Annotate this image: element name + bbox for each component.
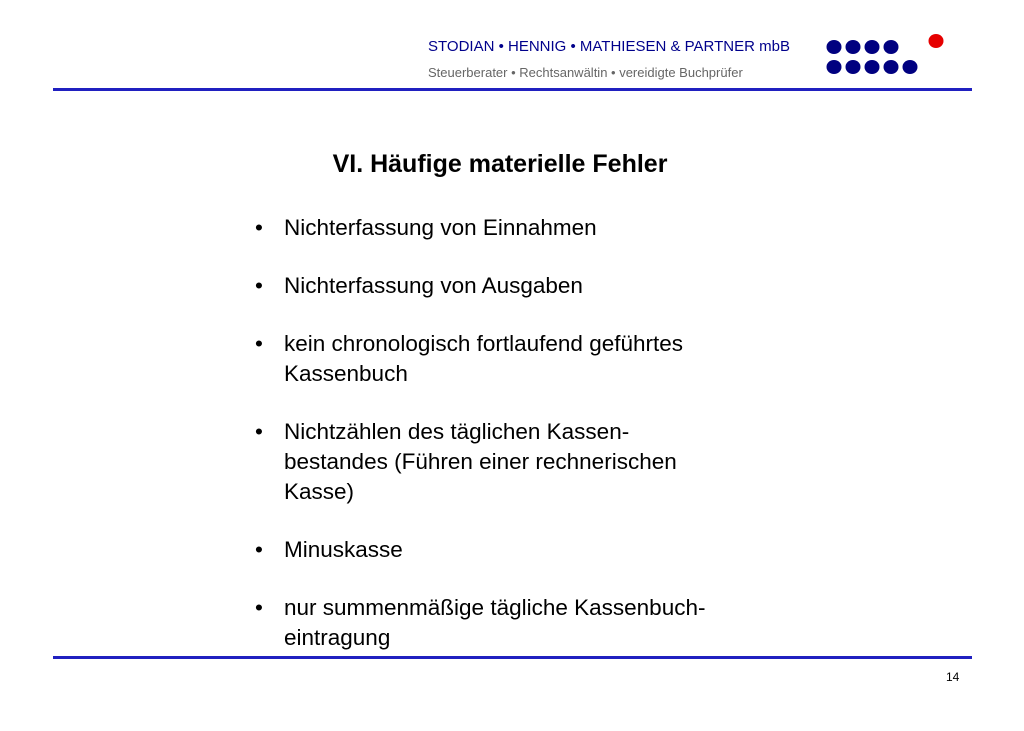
bullet-item bbox=[252, 271, 772, 301]
logo-dot bbox=[827, 60, 842, 74]
header-rule bbox=[53, 88, 972, 91]
bullet-text: nur summenmäßige tägliche Kassenbuch- bbox=[284, 595, 706, 620]
bullet-text: Kassenbuch bbox=[284, 361, 408, 386]
slide-title bbox=[0, 150, 1000, 179]
bullet-text: Minuskasse bbox=[284, 537, 403, 562]
bullet-marker: • bbox=[255, 595, 263, 620]
bullet-item bbox=[252, 213, 772, 243]
bullet-marker: • bbox=[255, 215, 263, 240]
bullet-marker: • bbox=[255, 419, 263, 444]
firm-logo bbox=[824, 32, 954, 80]
bullet-text: kein chronologisch fortlaufend geführtes bbox=[284, 331, 684, 356]
logo-accent-dot bbox=[929, 34, 944, 48]
bullet-text: eintragung bbox=[284, 625, 391, 650]
bullet-text: Kasse) bbox=[284, 479, 355, 504]
bullet-text: Nichterfassung von Einnahmen bbox=[284, 215, 597, 240]
bullet-marker: • bbox=[255, 537, 263, 562]
bullet-item bbox=[252, 593, 772, 653]
bullet-list bbox=[252, 213, 772, 681]
firm-tagline: Steuerberater • Rechtsanwältin • vereidigte Buchprüfer bbox=[428, 65, 743, 80]
footer-rule bbox=[53, 656, 972, 659]
bullet-marker: • bbox=[255, 273, 263, 298]
slide-title-text: VI. Häufige materielle Fehler bbox=[332, 150, 668, 178]
logo-dot bbox=[865, 60, 880, 74]
bullet-item bbox=[252, 329, 772, 389]
logo-dot bbox=[846, 60, 861, 74]
bullet-text: bestandes (Führen einer rechnerischen bbox=[284, 449, 677, 474]
firm-name: STODIAN • HENNIG • MATHIESEN & PARTNER mbB bbox=[428, 38, 790, 55]
logo-dot bbox=[884, 60, 899, 74]
logo-dot bbox=[903, 60, 918, 74]
logo-dot-grid bbox=[827, 40, 918, 74]
logo-dot bbox=[884, 40, 899, 54]
bullet-item bbox=[252, 535, 772, 565]
bullet-marker: • bbox=[255, 331, 263, 356]
bullet-item bbox=[252, 417, 772, 507]
page-number: 14 bbox=[946, 670, 960, 684]
logo-dot bbox=[827, 40, 842, 54]
logo-dot bbox=[865, 40, 880, 54]
bullet-text: Nichtzählen des täglichen Kassen- bbox=[284, 419, 630, 444]
bullet-text: Nichterfassung von Ausgaben bbox=[284, 273, 583, 298]
logo-dot bbox=[846, 40, 861, 54]
